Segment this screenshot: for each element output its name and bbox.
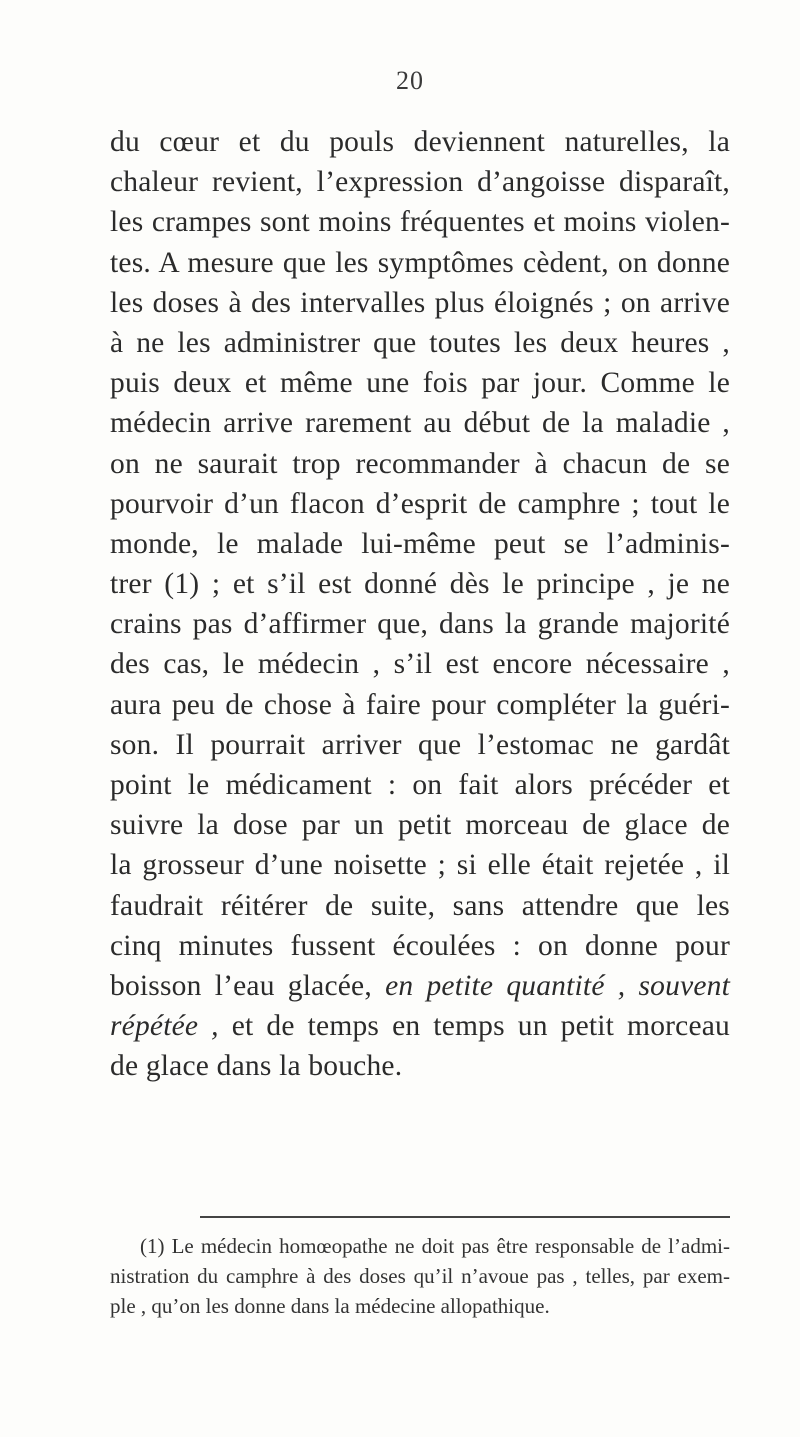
footnote: [110, 1231, 730, 1321]
text-line: suivre la dose par un petit morceau de glace de: [110, 809, 730, 842]
text-line: cinq minutes fussent écoulées : on donne pour: [110, 929, 730, 962]
footnote-line: nistration du camphre à des doses qu’il n’avoue pas , telles, par exem-: [110, 1264, 730, 1288]
text-line: son. Il pourrait arriver que l’estomac ne gardât: [110, 728, 730, 761]
text-line: aura peu de chose à faire pour compléter la guéri-: [110, 688, 730, 721]
text-line: des cas, le médecin , s’il est encore nécessaire ,: [110, 648, 730, 681]
text-line: les crampes sont moins fréquentes et moins violen-: [110, 206, 730, 239]
italic-text: en petite quantité , souvent: [385, 969, 730, 1002]
text-line: puis deux et même une fois par jour. Comme le: [110, 367, 730, 400]
text-segment: et de temps en temps un petit morceau: [231, 1010, 730, 1043]
text-line: de glace dans la bouche.: [110, 1050, 403, 1083]
text-line: du cœur et du pouls deviennent naturelles, la: [110, 126, 730, 158]
text-line: tes. A mesure que les symptômes cèdent, on donne: [110, 246, 730, 279]
text-line: [110, 966, 730, 1006]
text-line: [110, 1006, 730, 1046]
text-line: crains pas d’affirmer que, dans la grande majorité: [110, 608, 730, 641]
text-segment: boisson l’eau glacée,: [110, 969, 372, 1002]
text-line: chaleur revient, l’expression d’angoisse disparaît,: [110, 166, 730, 199]
text-line: la grosseur d’une noisette ; si elle était rejetée , il: [110, 849, 730, 882]
text-line: pourvoir d’un flacon d’esprit de camphre ; tout le: [110, 487, 730, 520]
footnote-line: ple , qu’on les donne dans la médecine allopathique.: [110, 1294, 550, 1318]
text-line: les doses à des intervalles plus éloignés ; on arrive: [110, 286, 730, 319]
italic-text: répétée ,: [110, 1010, 219, 1043]
text-line: faudrait réitérer de suite, sans attendre que les: [110, 889, 730, 922]
footnote-line: (1) Le médecin homœopathe ne doit pas être responsable de l’admi-: [140, 1234, 730, 1258]
text-line: on ne saurait trop recommander à chacun de se: [110, 447, 730, 480]
text-line: monde, le malade lui-même peut se l’adminis-: [110, 527, 730, 560]
body-text: [110, 122, 730, 1087]
text-line: à ne les administrer que toutes les deux heures ,: [110, 326, 730, 359]
page-number: 20: [396, 66, 424, 95]
text-line: trer (1) ; et s’il est donné dès le principe , je ne: [110, 568, 730, 601]
text-line: point le médicament : on fait alors précéder et: [110, 769, 730, 801]
footnote-rule: [200, 1216, 730, 1218]
text-line: médecin arrive rarement au début de la maladie ,: [110, 407, 730, 440]
